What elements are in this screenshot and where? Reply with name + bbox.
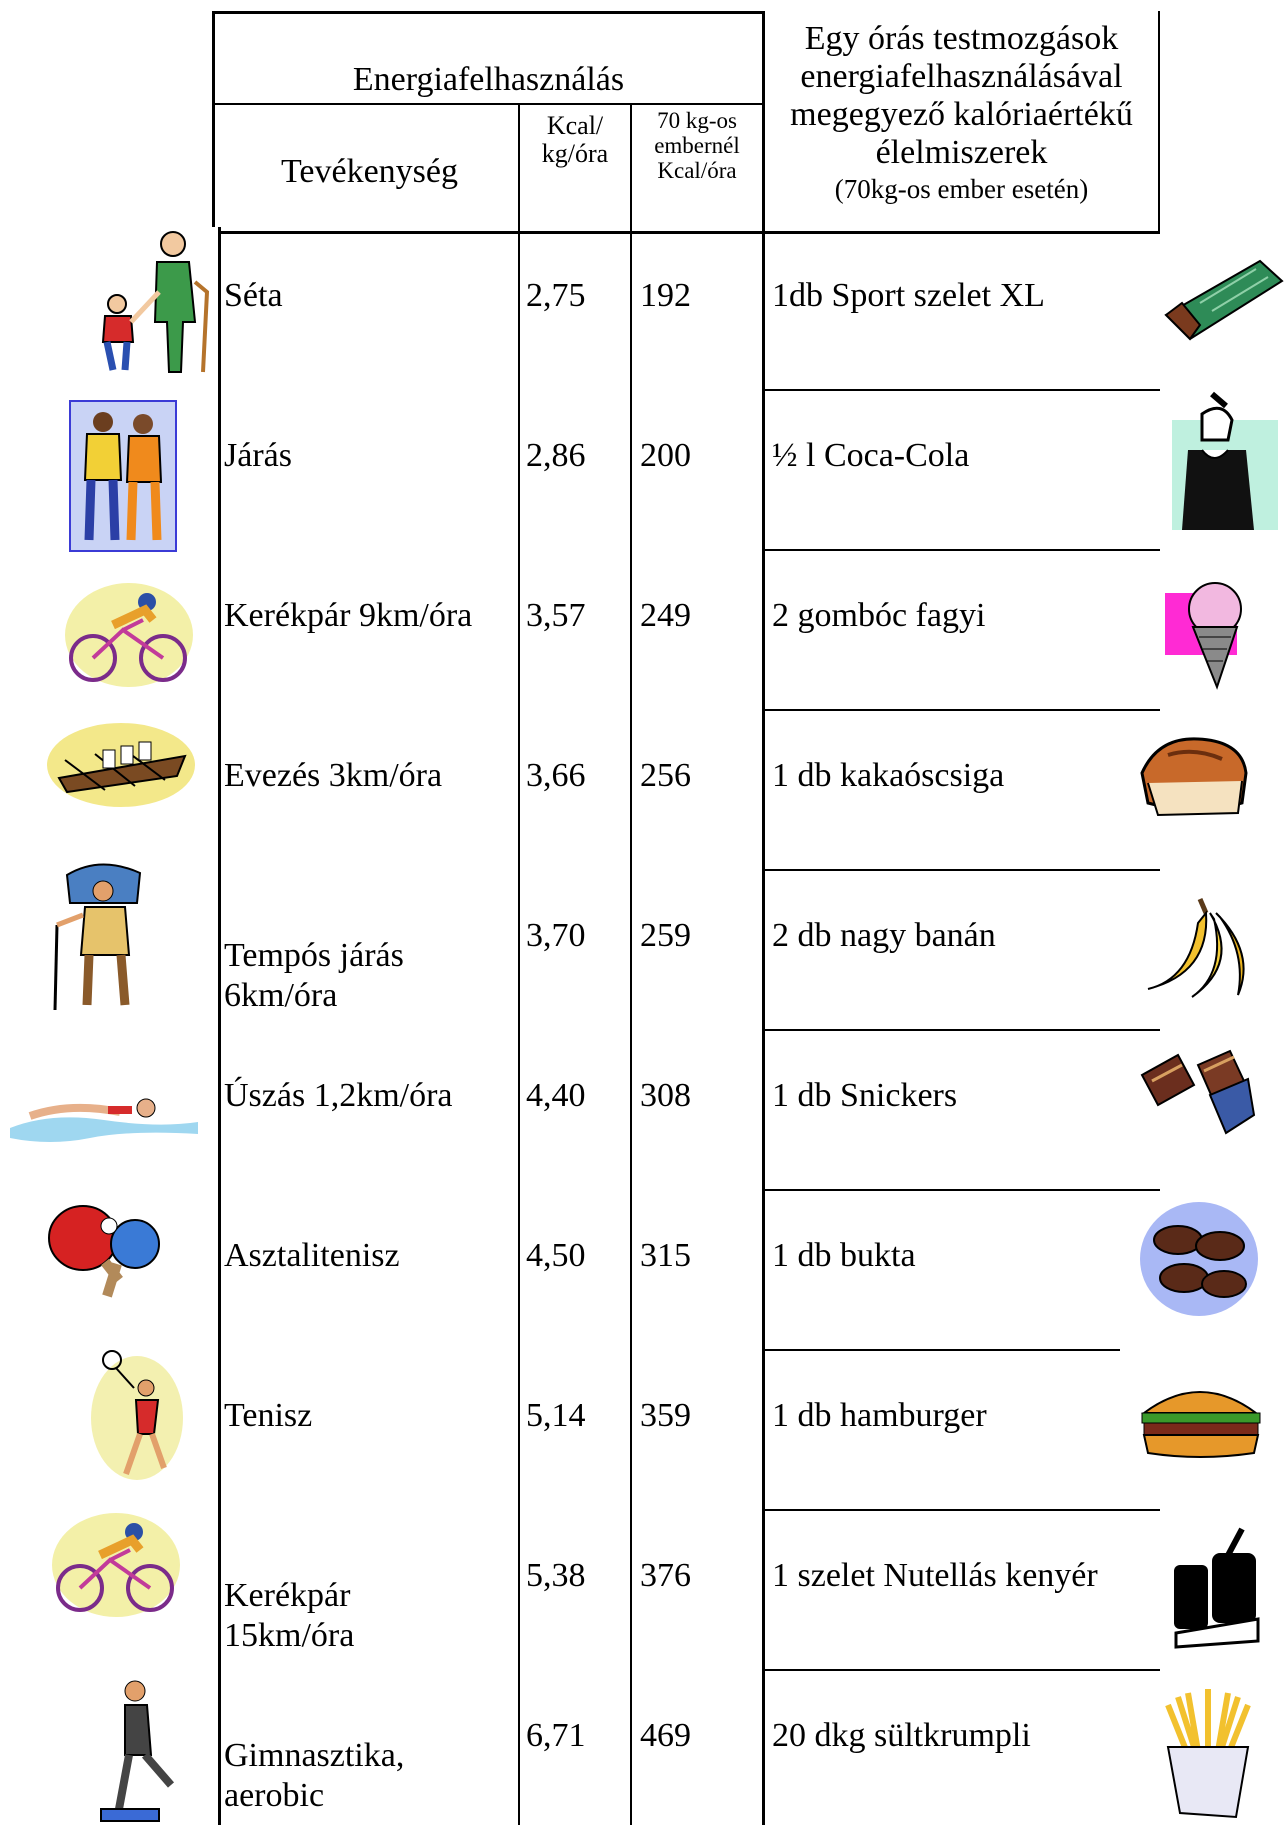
row-separator xyxy=(765,549,1160,551)
kcal-per-kg-cell: 2,86 xyxy=(526,437,586,474)
row-separator xyxy=(765,1509,1160,1511)
cyclist-icon xyxy=(50,1510,182,1620)
hiker-icon xyxy=(45,855,160,1015)
row-separator xyxy=(765,709,1160,711)
french-fries-icon xyxy=(1158,1685,1258,1820)
row-separator xyxy=(765,869,1160,871)
activity-cell xyxy=(224,1236,516,1276)
kcal-70kg-cell: 359 xyxy=(640,1397,691,1434)
activity-cell-line: 15km/óra xyxy=(224,1617,355,1654)
food-cell: 1db Sport szelet XL xyxy=(772,277,1045,314)
snickers-bar-icon xyxy=(1138,1045,1258,1137)
activity-cell-line: Asztalitenisz xyxy=(224,1237,400,1274)
cocoa-roll-icon xyxy=(1138,733,1250,819)
row-separator xyxy=(765,1029,1160,1031)
kcal-per-kg-cell: 4,40 xyxy=(526,1077,586,1114)
header-top-border xyxy=(212,11,765,14)
activity-cell-line: Járás xyxy=(224,437,292,474)
activity-cell xyxy=(224,276,516,316)
kcal70-column-border xyxy=(630,105,632,1825)
activity-column-border xyxy=(218,227,221,1825)
header-kcal-70kg-line3: Kcal/óra xyxy=(657,158,737,183)
food-cell: 1 db bukta xyxy=(772,1237,916,1274)
header-foods-line3: megegyező kalóriaértékű xyxy=(790,96,1133,133)
food-cell: 2 db nagy banán xyxy=(772,917,996,954)
ping-pong-paddles-icon xyxy=(45,1200,163,1306)
row-separator xyxy=(765,389,1160,391)
row-separator xyxy=(765,1669,1160,1671)
food-cell: 20 dkg sültkrumpli xyxy=(772,1717,1031,1754)
food-cell: ½ l Coca-Cola xyxy=(772,437,970,474)
header-energy-underline xyxy=(212,103,765,105)
header-kcal-70kg xyxy=(632,108,762,183)
activity-cell-line: Tenisz xyxy=(224,1397,313,1434)
rowing-boat-icon xyxy=(45,720,197,810)
header-energy: Energiafelhasználás xyxy=(352,61,625,98)
activity-cell-line: Gimnasztika, xyxy=(224,1737,405,1774)
kcal-70kg-cell: 192 xyxy=(640,277,691,314)
header-right-border xyxy=(1158,11,1160,231)
kcal-per-kg-cell: 3,66 xyxy=(526,757,586,794)
activity-cell xyxy=(224,596,516,636)
kcal-70kg-cell: 200 xyxy=(640,437,691,474)
chocolate-bar-icon xyxy=(1160,255,1288,350)
cyclist-icon xyxy=(63,580,195,690)
swimmer-icon xyxy=(10,1082,198,1144)
food-cell: 1 db hamburger xyxy=(772,1397,987,1434)
jars-and-bread-icon xyxy=(1168,1525,1264,1650)
ice-cream-cone-icon xyxy=(1163,575,1260,690)
activity-cell-line: Kerékpár xyxy=(224,1577,351,1614)
header-right-top-border xyxy=(762,11,765,13)
activity-cell-line: Kerékpár 9km/óra xyxy=(224,597,473,634)
header-activity: Tevékenység xyxy=(281,153,458,190)
kcal-per-kg-cell: 5,14 xyxy=(526,1397,586,1434)
header-foods-line5: (70kg-os ember esetén) xyxy=(834,174,1089,204)
table-left-border xyxy=(212,11,215,227)
row-separator xyxy=(765,1349,1120,1351)
kcal-70kg-cell: 308 xyxy=(640,1077,691,1114)
food-cell: 1 db kakaóscsiga xyxy=(772,757,1005,794)
food-column-border xyxy=(762,11,765,1825)
kcal-70kg-cell: 259 xyxy=(640,917,691,954)
activity-cell xyxy=(224,1076,516,1116)
walking-grandfather-child-icon xyxy=(85,222,215,382)
header-kcal-70kg-line2: embernél xyxy=(654,133,740,158)
kcal-per-kg-cell: 6,71 xyxy=(526,1717,586,1754)
activity-cell xyxy=(224,1576,516,1656)
kcal-per-kg-cell: 3,70 xyxy=(526,917,586,954)
pastries-icon xyxy=(1138,1200,1260,1318)
activity-cell-line: 6km/óra xyxy=(224,977,338,1014)
kcal-per-kg-cell: 2,75 xyxy=(526,277,586,314)
kcal-70kg-cell: 469 xyxy=(640,1717,691,1754)
activity-cell-line: Tempós járás xyxy=(224,937,404,974)
activity-cell-line: aerobic xyxy=(224,1777,325,1814)
kcal-70kg-cell: 376 xyxy=(640,1557,691,1594)
activity-cell xyxy=(224,1396,516,1436)
header-foods-line4: élelmiszerek xyxy=(875,134,1048,171)
tennis-player-icon xyxy=(82,1348,184,1488)
header-kcal-70kg-line1: 70 kg-os xyxy=(657,108,737,133)
activity-cell xyxy=(224,436,516,476)
header-foods-line1: Egy órás testmozgások xyxy=(804,20,1119,57)
kcal-70kg-cell: 315 xyxy=(640,1237,691,1274)
row-separator xyxy=(765,1189,1160,1191)
header-kcal-per-kg xyxy=(520,112,630,168)
kcal-70kg-cell: 249 xyxy=(640,597,691,634)
drinking-person-icon xyxy=(1162,390,1280,532)
food-cell: 1 db Snickers xyxy=(772,1077,958,1114)
header-kcal-per-kg-line2: kg/óra xyxy=(541,139,609,168)
activity-cell xyxy=(224,1736,516,1816)
activity-cell-line: Séta xyxy=(224,277,283,314)
food-cell: 2 gombóc fagyi xyxy=(772,597,986,634)
header-foods-line2: energiafelhasználásával xyxy=(800,58,1123,95)
activity-cell xyxy=(224,756,516,796)
header-bottom-border xyxy=(218,231,1160,234)
activity-cell-line: Evezés 3km/óra xyxy=(224,757,443,794)
header-kcal-per-kg-line1: Kcal/ xyxy=(546,111,604,140)
kcal-per-kg-cell: 5,38 xyxy=(526,1557,586,1594)
kcal-per-kg-cell: 3,57 xyxy=(526,597,586,634)
activity-cell-line: Úszás 1,2km/óra xyxy=(224,1077,453,1114)
kcal-70kg-cell: 256 xyxy=(640,757,691,794)
hamburger-icon xyxy=(1138,1377,1263,1459)
bananas-icon xyxy=(1140,893,1258,1003)
activity-cell xyxy=(224,936,516,1016)
header-foods xyxy=(765,20,1158,206)
walking-couple-icon xyxy=(69,400,177,552)
kcal-kg-column-border xyxy=(518,105,520,1825)
food-cell: 1 szelet Nutellás kenyér xyxy=(772,1557,1098,1594)
aerobic-woman-icon xyxy=(95,1675,195,1825)
kcal-per-kg-cell: 4,50 xyxy=(526,1237,586,1274)
